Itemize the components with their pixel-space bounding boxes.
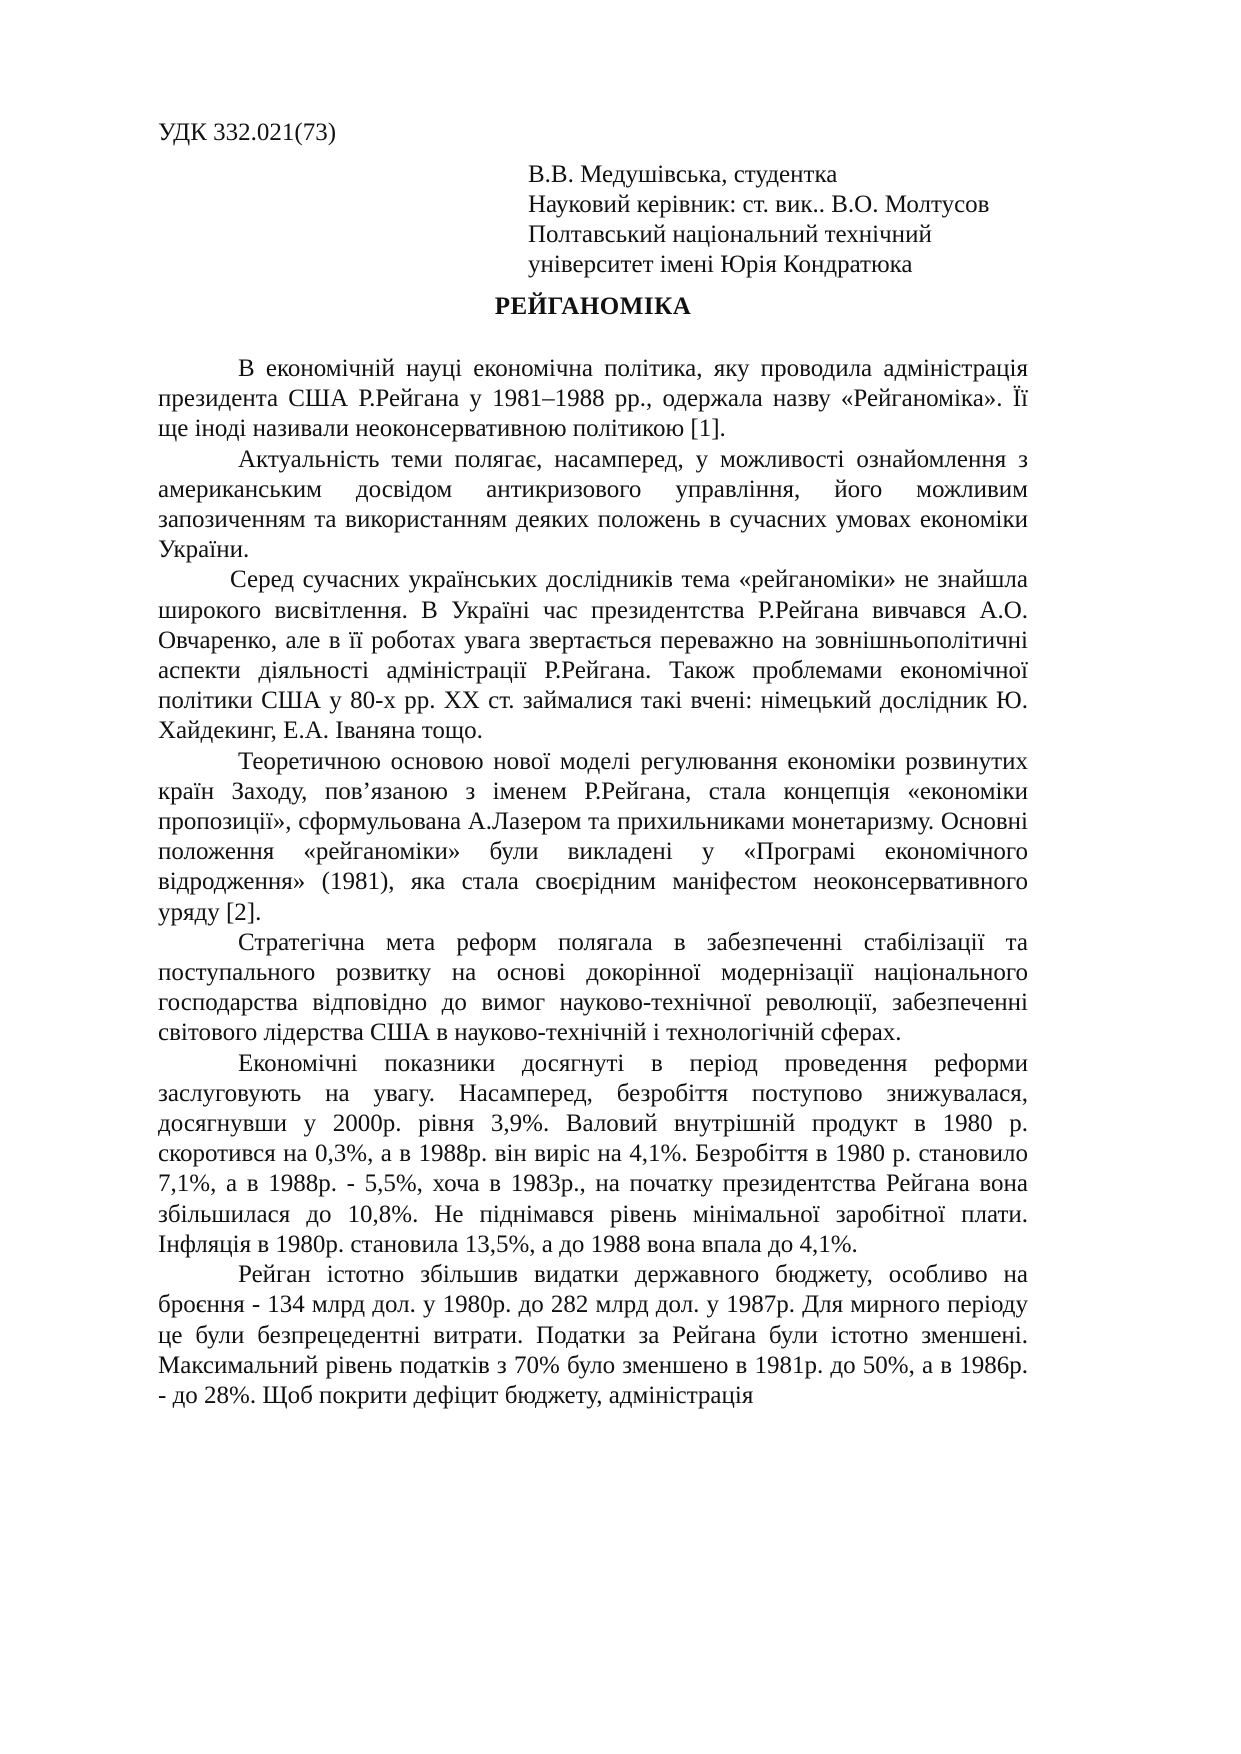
udk-code: УДК 332.021(73) xyxy=(158,119,337,146)
institution-line-2: університет імені Юрія Кондратюка xyxy=(528,251,913,278)
institution-line-1: Полтавський національний технічний xyxy=(528,221,932,248)
author-block xyxy=(528,160,990,280)
paragraph: Серед сучасних українських дослідників тема «рейганоміки» не знайшла широкого висвітлення. В Україні час президентства Р.Рейгана вивчався А.О. Овчаренко, але в її роботах увага звертається переважно на зовнішньополітичні аспекти діяльності адміністрації Р.Рейгана. Також проблемами економічної політики США у 80-х рр. ХХ ст. займалися такі вчені: німецький дослідник Ю. Хайдекинг, Е.А. Іваняна тощо. xyxy=(158,566,1028,745)
paragraph: Актуальність теми полягає, насамперед, у можливості ознайомлення з американським досвідом антикризового управління, його можливим запозиченням та використанням деяких положень в сучасних умовах економіки України. xyxy=(158,445,1028,564)
paragraph: Стратегічна мета реформ полягала в забезпеченні стабілізації та поступального розвитку на основі докорінної модернізації національного господарства відповідно до вимог науково-технічної революції, забезпеченні світового лідерства США в науково-технічній і технологічній сферах. xyxy=(158,928,1028,1047)
paragraph: Теоретичною основою нової моделі регулювання економіки розвинутих країн Заходу, пов’язаною з іменем Р.Рейгана, стала концепція «економіки пропозиції», сформульована А.Лазером та прихильниками монетаризму. Основні положення «рейганоміки» були викладені у «Програмі економічного відродження» (1981), яка стала своєрідним маніфестом неоконсервативного уряду [2]. xyxy=(158,747,1028,926)
supervisor: Науковий керівник: ст. вик.. В.О. Молтусов xyxy=(528,191,990,218)
paper-body xyxy=(158,354,1028,1411)
paper-title: РЕЙГАНОМІКА xyxy=(494,293,692,320)
paragraph: Економічні показники досягнуті в період проведення реформи заслуговують на увагу. Насамперед, безробіття поступово знижувалася, досягнувши у 2000р. рівня 3,9%. Валовий внутрішній продукт в 1980 р. скоротився на 0,3%, а в 1988р. він виріс на 4,1%. Безробіття в 1980 р. становило 7,1%, а в 1988р. - 5,5%, хоча в 1983р., на початку президентства Рейгана вона збільшилася до 10,8%. Не піднімався рівень мінімальної заробітної плати. Інфляція в 1980р. становила 13,5%, а до 1988 вона впала до 4,1%. xyxy=(158,1049,1028,1258)
paragraph: Рейган істотно збільшив видатки державного бюджету, особливо на броєння - 134 млрд дол. у 1980р. до 282 млрд дол. у 1987р. Для мирного періоду це були безпрецедентні витрати. Податки за Рейгана були істотно зменшені. Максимальний рівень податків з 70% було зменшено в 1981р. до 50%, а в 1986р. - до 28%. Щоб покрити дефіцит бюджету, адміністрація xyxy=(158,1261,1028,1409)
paragraph: В економічній науці економічна політика, яку проводила адміністрація президента США Р.Рейгана у 1981–1988 рр., одержала назву «Рейганоміка». Її ще іноді називали неоконсервативною політикою [1]. xyxy=(158,355,1028,443)
author-name: В.В. Медушівська, студентка xyxy=(528,161,838,188)
